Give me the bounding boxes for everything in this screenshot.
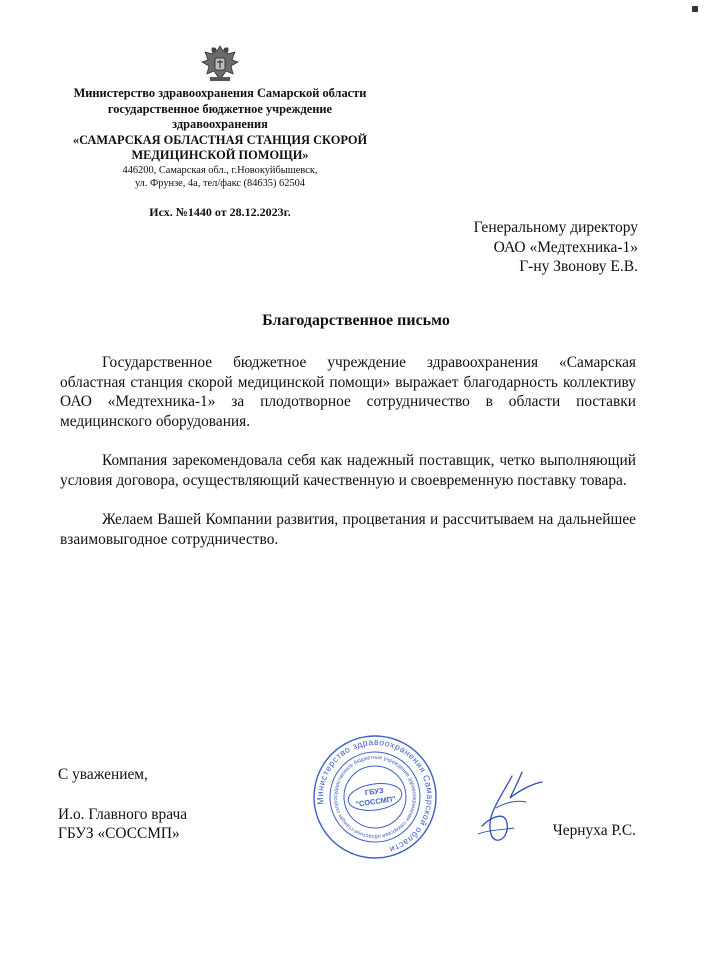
closing-block bbox=[58, 765, 187, 844]
body-paragraph-1: Государственное бюджетное учреждение здравоохранения «Самарская областная станция скорой медицинской помощи» выражает благодарность коллективу ОАО «Медтехника-1» за плодотворное сотрудничество в области поставки медицинского оборудования. bbox=[60, 354, 636, 430]
corner-mark bbox=[692, 6, 698, 12]
addressee-line2: ОАО «Медтехника-1» bbox=[493, 238, 638, 256]
body-paragraph-3: Желаем Вашей Компании развития, процветания и рассчитываем на дальнейшее взаимовыгодное сотрудничество. bbox=[60, 511, 636, 548]
signer-position-line1: И.о. Главного врача bbox=[58, 805, 188, 823]
letterhead bbox=[58, 40, 382, 220]
institution-type-line2: здравоохранения bbox=[172, 117, 268, 131]
outgoing-reference: Исх. №1440 от 28.12.2023г. bbox=[149, 204, 291, 219]
official-stamp-icon bbox=[312, 734, 438, 860]
institution-name-line1: «САМАРСКАЯ ОБЛАСТНАЯ СТАНЦИЯ СКОРОЙ bbox=[72, 132, 368, 147]
signer-name: Чернуха Р.С. bbox=[552, 822, 636, 839]
ministry-name: Министерство здравоохранения Самарской области bbox=[73, 86, 367, 100]
institution-name-line2: МЕДИЦИНСКОЙ ПОМОЩИ» bbox=[131, 148, 309, 162]
letter-body bbox=[60, 353, 636, 569]
regards-text: С уважением, bbox=[58, 766, 148, 783]
addressee-line3: Г-ну Звонову Е.В. bbox=[519, 258, 638, 275]
stamp-outer-text: Министерство здравоохранения Самарской области bbox=[314, 736, 436, 855]
institution-type-line1: государственное бюджетное учреждение bbox=[107, 101, 333, 116]
stamp-center-line1: ГБУЗ bbox=[364, 785, 385, 798]
addressee-block bbox=[474, 218, 638, 277]
addressee-line1: Генеральному директору bbox=[473, 219, 638, 236]
address-line2: ул. Фрунзе, 4а, тел/факс (84635) 62504 bbox=[134, 178, 306, 189]
letter-title: Благодарственное письмо bbox=[262, 312, 450, 329]
stamp-center-line2: "СОССМП" bbox=[354, 794, 397, 809]
signer-position-line2: ГБУЗ «СОССМП» bbox=[58, 825, 180, 842]
stamp-inner-text: государственное бюджетное учреждение здравоохранения самарская областная станция скорой bbox=[332, 754, 418, 840]
coat-of-arms-icon bbox=[197, 40, 243, 86]
handwritten-signature-icon bbox=[466, 768, 550, 850]
address-line1: 446200, Самарская обл., г.Новокуйбышевск, bbox=[122, 164, 318, 176]
body-paragraph-2: Компания зарекомендовала себя как надежный поставщик, четко выполняющий условия договора, осуществляющий качественную и своевременную поставку товара. bbox=[60, 452, 636, 489]
